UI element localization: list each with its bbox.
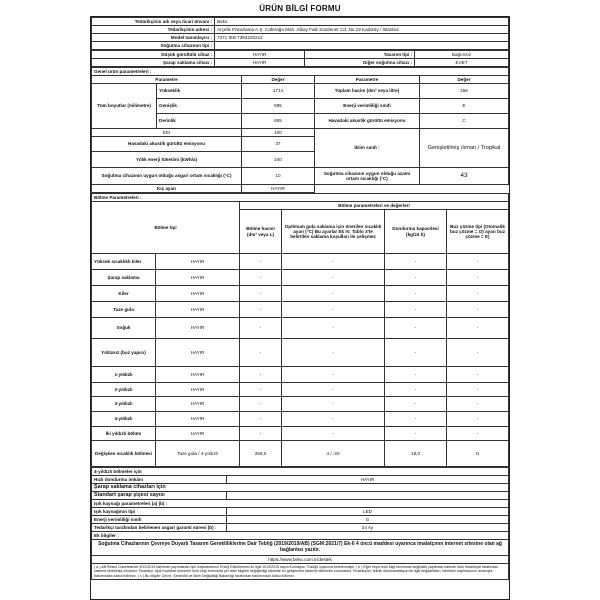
compartment-freeze: -	[385, 412, 447, 427]
table-row	[92, 168, 509, 185]
compartment-defrost: -	[447, 286, 509, 302]
compartment-defrost: -	[447, 397, 509, 412]
compartment-freeze: -	[385, 286, 447, 302]
compartment-defrost: -	[447, 318, 509, 339]
compartment-present: HAYIR	[156, 383, 240, 397]
compartment-name: 2-yıldızlı	[92, 383, 156, 397]
height-label: Yükseklik	[157, 84, 242, 99]
min-temp-value: 10	[242, 168, 315, 185]
compartment-defrost: -	[447, 383, 509, 397]
depth-label: Derinlik	[157, 114, 242, 129]
compartment-name: Şarap saklama	[92, 270, 156, 286]
max-temp-value: 43	[420, 168, 509, 185]
height-value: 1714	[242, 84, 315, 99]
wine-storage-label: Şarap saklama cihazı :	[92, 59, 215, 67]
width-label: Genişlik	[157, 99, 242, 114]
compartment-name: 4-yıldızlı	[92, 412, 156, 427]
model-row	[92, 34, 509, 42]
supplier-name-value: Beko	[215, 18, 509, 26]
compartment-defrost: -	[447, 254, 509, 270]
total-volume-label: Toplam hacim (dm³ veya litre)	[315, 84, 420, 99]
annual-energy-value: 240	[242, 152, 315, 168]
compartment-defrost: -	[447, 339, 509, 367]
compartment-temp: 4 / -20	[282, 441, 385, 467]
climate-class-value: Genişletilmiş ılıman / Tropikal	[420, 129, 509, 168]
compartment-name: Değişken sıcaklık bölmesi	[92, 441, 156, 467]
compartment-defrost: -	[447, 412, 509, 427]
compartment-name: Soğuk	[92, 318, 156, 339]
wine-storage-value: HAYIR	[215, 59, 305, 67]
compartment-defrost: -	[447, 302, 509, 318]
compartment-temp: -	[282, 254, 385, 270]
table-row	[92, 286, 509, 302]
general-params-table	[91, 67, 509, 193]
param-header: Parametre	[92, 76, 242, 84]
compartment-present: HAYIR	[156, 427, 240, 441]
compartment-name: Taze gıda	[92, 302, 156, 318]
supplier-name-row	[92, 18, 509, 26]
compartment-present: HAYIR	[156, 254, 240, 270]
compartment-name: Yüksek sıcaklıklı kiler	[92, 254, 156, 270]
light-source-title: Işık kaynağı parametreleri (a) (b) :	[92, 500, 509, 508]
value-header: Değer	[242, 76, 315, 84]
table-row	[92, 84, 509, 99]
freezing-capacity-header: Dondurma kapasitesi (kg/24 h)	[385, 210, 447, 254]
low-noise-label: Düşük gürültülü cihaz :	[92, 51, 215, 59]
compartment-freeze: -	[385, 302, 447, 318]
compartment-temp: -	[282, 412, 385, 427]
compartment-present: HAYIR	[156, 286, 240, 302]
compartment-type-header: Bölme tipi	[92, 202, 240, 254]
annual-energy-label: Yıllık enerji tüketimi (kWh/a)	[92, 152, 242, 168]
compartment-volume: 256,0	[240, 441, 282, 467]
wine-bottles-value	[227, 492, 509, 500]
product-info-sheet	[90, 16, 510, 600]
appliance-type-value	[215, 42, 509, 50]
noise-class-value: C	[420, 114, 509, 129]
compartment-volume: -	[240, 383, 282, 397]
appliance-type-row	[92, 42, 509, 50]
compartment-volume: -	[240, 397, 282, 412]
compartment-defrost: -	[447, 270, 509, 286]
compartment-defrost: O	[447, 441, 509, 467]
four-star-title: 4-yıldızlı bölmeler için	[92, 468, 509, 476]
energy-class-label: Enerji verimliliği sınıfı	[315, 99, 420, 114]
table-row	[92, 492, 509, 500]
general-params-title: Genel ürün parametreleri :	[92, 68, 509, 76]
compartment-name: 1-yıldızlı	[92, 367, 156, 383]
supplier-address-value: Arçelik Pazarlama A.Ş. Caferağa Mah. Albay Faik Sözdener Cd. No:19 Kadıköy / İstanbul	[215, 26, 509, 34]
compartment-volume: -	[240, 367, 282, 383]
compartment-freeze: -	[385, 367, 447, 383]
light-type-label: Işık kaynağının tipi	[92, 508, 227, 516]
climate-class-label: İklim sınıfı :	[315, 129, 420, 168]
eei-label: EEI	[92, 129, 242, 137]
table-row	[92, 441, 509, 467]
table-row	[92, 412, 509, 427]
table-row	[92, 508, 509, 516]
low-noise-value: HAYIR	[215, 51, 305, 59]
table-row	[92, 397, 509, 412]
compartment-name: İki yıldızlı bölüm	[92, 427, 156, 441]
footnote: ( a ) AB Resmi Gazetesinde 5/12/2019 tarihinde yayımlanan Işık Kaynaklarının Enerji Etiketlemesi ile ilgili 2019/2015 sayılı Komisyon Tüzüğü uyarınca belirlenmiştir. ( b ) Eğer veya ürün bilgi formunda değişiklik yapılması halinde ürün tedarikçisi tarafından sisteme bildirilmiş olmalıdır. Tedarikçi, aşık modelde ürünlerin ürün bilgi formunda yer alan bilgileri değiştirdiği takdirde bu gelişmeleri sisteme bildirmek zorundadır. Tedarikçiler, teknik dokümantasyon ile ilgili değişiklikleri, belirtilen sayılmasının amacıyla bakımından kabul edilmez. ( c ) Bu bilgiler Çevre, Şehircilik ve İklim Değişikliği Bakanlığı tarafından bakımından kabul edilmez.	[92, 564, 509, 580]
warranty-label: Tedarikçi tarafından belirlenen asgari garanti süresi (b) :	[92, 524, 227, 532]
compartment-present: Taze gıda / 4-yıldızlı	[156, 441, 240, 467]
depth-value: 655	[242, 114, 315, 129]
wine-title: Şarap saklama cihazları için	[92, 484, 509, 492]
compartment-volume: -	[240, 427, 282, 441]
noise-class-label: Havadaki akustik gürültü emisyonu	[315, 114, 420, 129]
param-header-right: Parametre	[315, 76, 420, 84]
table-row	[92, 516, 509, 524]
table-row	[92, 427, 509, 441]
eei-value: 100	[242, 129, 315, 137]
supplier-address-row	[92, 26, 509, 34]
compartment-present: HAYIR	[156, 270, 240, 286]
compartment-present: HAYIR	[156, 302, 240, 318]
value-header-right: Değer	[420, 76, 509, 84]
dimensions-label: Tüm boyutlar (milimetre)	[92, 84, 157, 129]
model-label: Model tanımlayıcı :	[92, 34, 215, 42]
support-link[interactable]: https://www.beko.com.tr/destek	[92, 556, 509, 564]
supplier-name-label: Tedarikçinin adı veya ticari ünvanı :	[92, 18, 215, 26]
max-temp-label: Soğutma cihazının uygun olduğu azami ortam sıcaklığı (°C)	[315, 168, 420, 185]
compartment-freeze: -	[385, 383, 447, 397]
compartment-volume: -	[240, 254, 282, 270]
table-row	[92, 185, 509, 193]
table-row	[92, 302, 509, 318]
compartment-params-title: Bölme Parametreleri :	[92, 194, 509, 202]
compartment-temp: -	[282, 427, 385, 441]
compartment-present: HAYIR	[156, 318, 240, 339]
compartment-temp: -	[282, 367, 385, 383]
extra-params-table	[91, 467, 509, 580]
supplier-table	[91, 17, 509, 50]
table-row	[92, 318, 509, 339]
compartment-freeze: -	[385, 427, 447, 441]
table-row	[92, 339, 509, 367]
table-row	[92, 270, 509, 286]
compartment-temp: -	[282, 339, 385, 367]
compartment-freeze: -	[385, 318, 447, 339]
compartment-temp: -	[282, 397, 385, 412]
table-row	[92, 524, 509, 532]
compartment-present: HAYIR	[156, 397, 240, 412]
other-cooling-value: EVET	[415, 59, 509, 67]
total-volume-value: 256	[420, 84, 509, 99]
winter-setting-label: Kış ayarı	[92, 185, 242, 193]
model-value: 7371 IEB 7394220212	[215, 34, 509, 42]
compartment-volume: -	[240, 318, 282, 339]
compartment-volume: -	[240, 412, 282, 427]
supplier-address-label: Tedarikçinin adresi :	[92, 26, 215, 34]
table-row	[92, 476, 509, 484]
compartment-freeze: 18,0	[385, 441, 447, 467]
fast-freeze-label: Hızlı dondurma imkânı	[92, 476, 227, 484]
table-row	[92, 254, 509, 270]
compartment-freeze: -	[385, 397, 447, 412]
compartment-volume: -	[240, 302, 282, 318]
min-temp-label: Soğutma cihazının uygun olduğu asgari ortam sıcaklığı (°C)	[92, 168, 242, 185]
defrost-type-header: Buz çözme tipi (Otomatik buz çözme = O) ayarı buz çözme = E)	[447, 210, 509, 254]
compartment-freeze: -	[385, 270, 447, 286]
compartment-defrost: -	[447, 427, 509, 441]
design-type-label: Tasarım tipi :	[305, 51, 415, 59]
compartment-temp: -	[282, 302, 385, 318]
compartment-present: HAYIR	[156, 367, 240, 383]
light-type-value: LED	[227, 508, 509, 516]
design-type-value: Bağımsız	[415, 51, 509, 59]
light-class-value: G	[227, 516, 509, 524]
compartment-name: Kiler	[92, 286, 156, 302]
compartment-freeze: -	[385, 339, 447, 367]
compartment-freeze: -	[385, 254, 447, 270]
form-title: ÜRÜN BİLGİ FORMU	[259, 4, 341, 13]
compartment-volume: -	[240, 339, 282, 367]
acoustic-noise-value: 37	[242, 137, 315, 152]
acoustic-noise-label: Havadaki akustik gürültü emisyonu	[92, 137, 242, 152]
wine-bottles-label: Standart şarap şişesi sayısı	[92, 492, 227, 500]
light-class-label: Enerji verimliliği sınıfı	[92, 516, 227, 524]
table-row	[92, 367, 509, 383]
compartment-present: HAYIR	[156, 339, 240, 367]
table-row	[92, 129, 509, 137]
other-cooling-label: Diğer soğutma cihazı :	[305, 59, 415, 67]
warranty-value: 24 Ay	[227, 524, 509, 532]
compartment-temp: -	[282, 383, 385, 397]
compartment-name: 3-yıldızlı	[92, 397, 156, 412]
appliance-type-label: Soğutma cihazının tipi :	[92, 42, 215, 50]
type-row	[92, 59, 509, 67]
volume-header: Bölme hacmi (dm³ veya L)	[240, 210, 282, 254]
compartment-temp: -	[282, 286, 385, 302]
compartment-temp: -	[282, 318, 385, 339]
type-row	[92, 51, 509, 59]
compartment-defrost: -	[447, 367, 509, 383]
width-value: 595	[242, 99, 315, 114]
temp-setting-header: Optimum gıda saklama için önerilen sıcaklık ayarı (°C) Bu ayarlar Ek IV, Tablo 3'te belirtilen saklama koşulları ile çelişmez	[282, 210, 385, 254]
compartment-table	[91, 193, 509, 467]
compartment-volume: -	[240, 270, 282, 286]
fast-freeze-value: HAYIR	[227, 476, 509, 484]
general-params-head	[92, 76, 509, 84]
compartment-group-head	[92, 202, 509, 210]
compartment-volume: -	[240, 286, 282, 302]
energy-class-value: E	[420, 99, 509, 114]
compartment-name: Yıldızsız (buz yapıcı)	[92, 339, 156, 367]
table-row	[92, 383, 509, 397]
winter-setting-value: HAYIR	[242, 185, 315, 193]
compartment-temp: -	[282, 270, 385, 286]
legal-text: Soğutma Cihazlarının Çevreye Duyarlı Tasarım Gerekliliklerine Dair Tebliğ (2019/2019/AB) (SGM:2021/7) Ek-II 4 üncü maddesi uyarınca imalatçının internet sitesine olan ağ bağlantısı yazılır.	[92, 540, 509, 556]
type-table	[91, 50, 509, 67]
compartment-group-header: Bölme parametreleri ve değerleri	[240, 202, 509, 210]
compartment-present: HAYIR	[156, 412, 240, 427]
extra-info-label: Ek bilgiler :	[92, 532, 509, 540]
